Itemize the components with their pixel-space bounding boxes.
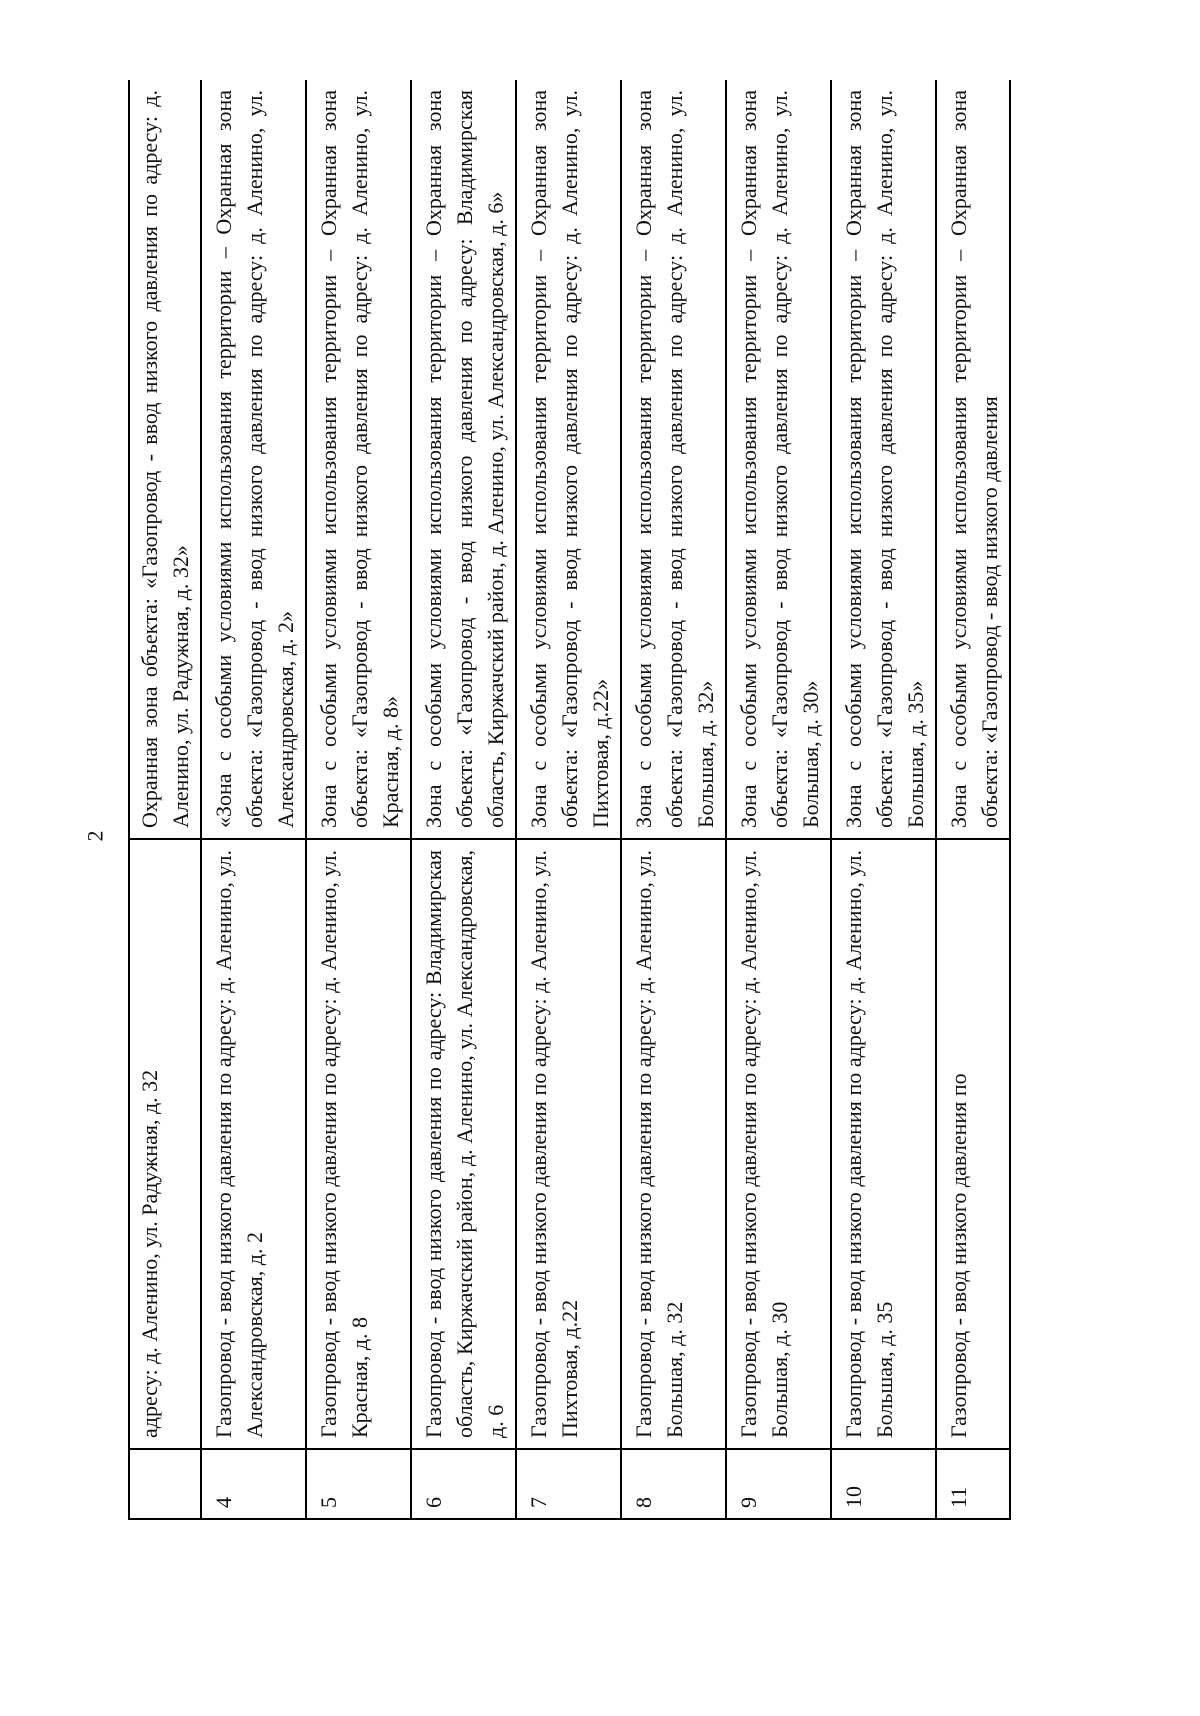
zone-cell: Зона с особыми условиями использования территории – Охранная зона объекта: «Газопровод - ввод низкого давления по адресу: д. Аленино, ул. Красная, д. 8» [306, 80, 411, 839]
zone-cell: Зона с особыми условиями использования территории – Охранная зона объекта: «Газопровод - ввод низкого давления по адресу: д. Аленино, ул. Большая, д. 35» [831, 80, 936, 839]
object-cell: Газопровод - ввод низкого давления по адресу: д. Аленино, ул. Александровская, д. 2 [201, 839, 306, 1449]
zone-cell: Охранная зона объекта: «Газопровод - ввод низкого давления по адресу: д. Аленино, ул. Радужная, д. 32» [129, 80, 201, 839]
page-number: 2 [82, 830, 108, 842]
zone-cell: Зона с особыми условиями использования территории – Охранная зона объекта: «Газопровод - ввод низкого давления по адресу: д. Аленино, ул. Большая, д. 30» [726, 80, 831, 839]
zone-cell: Зона с особыми условиями использования территории – Охранная зона объекта: «Газопровод - ввод низкого давления по адресу: д. Аленино, ул. Большая, д. 32» [621, 80, 726, 839]
object-cell: адресу: д. Аленино, ул. Радужная, д. 32 [129, 839, 201, 1449]
object-cell: Газопровод - ввод низкого давления по адресу: д. Аленино, ул. Большая, д. 30 [726, 839, 831, 1449]
table-row [201, 80, 306, 1519]
zones-table [128, 80, 1011, 1520]
table-rotated-layer [128, 80, 1072, 1520]
table-row [129, 80, 201, 1519]
object-cell: Газопровод - ввод низкого давления по адресу: д. Аленино, ул. Пихтовая, д.22 [516, 839, 621, 1449]
row-number-cell: 5 [306, 1449, 411, 1519]
zone-cell: Зона с особыми условиями использования территории – Охранная зона объекта: «Газопровод - ввод низкого давления по адресу: Владимирская область, Киржачский район, д. Аленино, ул. Александровская, д. 6» [411, 80, 516, 839]
row-number-cell: 9 [726, 1449, 831, 1519]
table-row [726, 80, 831, 1519]
zone-cell: Зона с особыми условиями использования территории – Охранная зона объекта: «Газопровод - ввод низкого давления [936, 80, 1010, 839]
row-number-cell: 11 [936, 1449, 1010, 1519]
table-row [516, 80, 621, 1519]
zone-cell: Зона с особыми условиями использования территории – Охранная зона объекта: «Газопровод - ввод низкого давления по адресу: д. Аленино, ул. Пихтовая, д.22» [516, 80, 621, 839]
row-number-cell: 7 [516, 1449, 621, 1519]
table-row [411, 80, 516, 1519]
object-cell: Газопровод - ввод низкого давления по адресу: д. Аленино, ул. Красная, д. 8 [306, 839, 411, 1449]
object-cell: Газопровод - ввод низкого давления по адресу: д. Аленино, ул. Большая, д. 32 [621, 839, 726, 1449]
row-number-cell: 4 [201, 1449, 306, 1519]
row-number-cell: 6 [411, 1449, 516, 1519]
object-cell: Газопровод - ввод низкого давления по адресу: д. Аленино, ул. Большая, д. 35 [831, 839, 936, 1449]
rotated-table-container [128, 80, 1072, 1520]
table-row [306, 80, 411, 1519]
table-row [621, 80, 726, 1519]
table-row [831, 80, 936, 1519]
row-number-cell [129, 1449, 201, 1519]
object-cell: Газопровод - ввод низкого давления по [936, 839, 1010, 1449]
object-cell: Газопровод - ввод низкого давления по адресу: Владимирская область, Киржачский район, д. Аленино, ул. Александровская, д. 6 [411, 839, 516, 1449]
zone-cell: «Зона с особыми условиями использования территории – Охранная зона объекта: «Газопровод - ввод низкого давления по адресу: д. Аленино, ул. Александровская, д. 2» [201, 80, 306, 839]
row-number-cell: 10 [831, 1449, 936, 1519]
row-number-cell: 8 [621, 1449, 726, 1519]
table-row [936, 80, 1010, 1519]
